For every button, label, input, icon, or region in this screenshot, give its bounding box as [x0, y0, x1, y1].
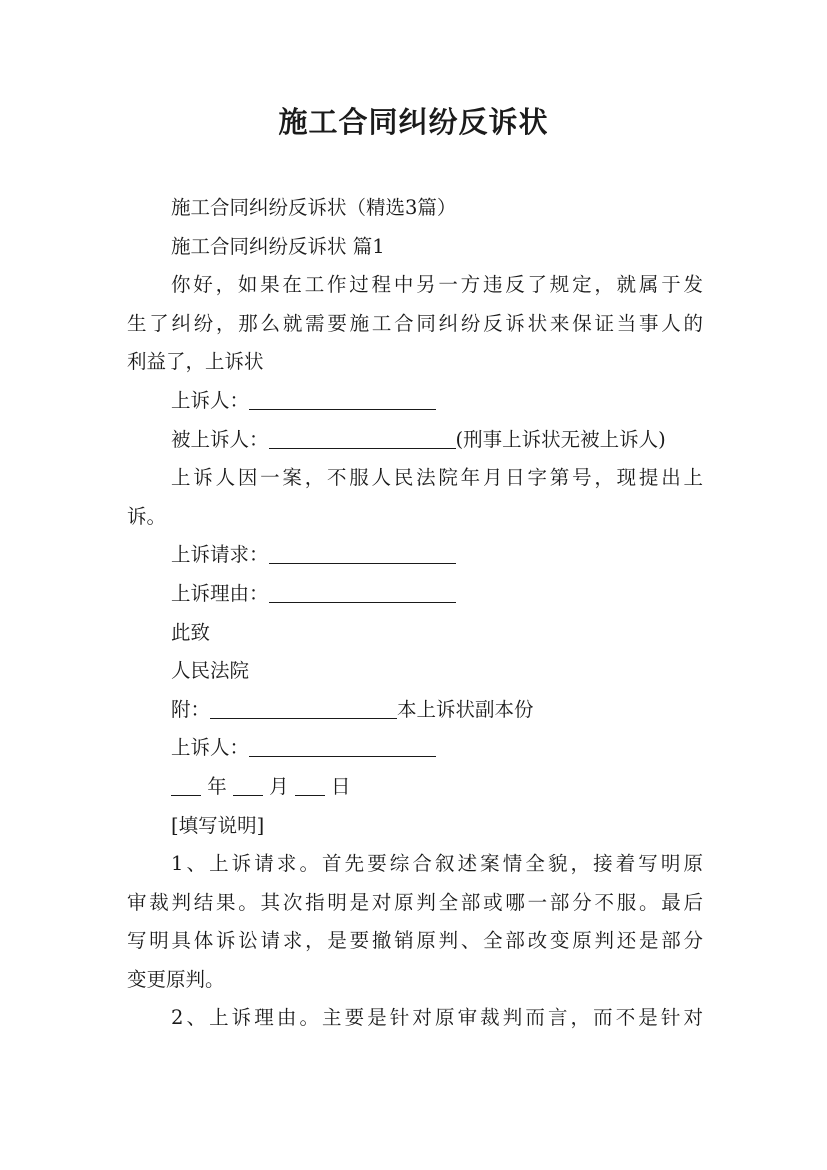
- appellee-blank: [269, 426, 456, 449]
- document-body: [127, 189, 703, 1038]
- signature-label: 上诉人：: [171, 736, 250, 760]
- case-line: 上诉人因一案，不服人民法院年月日字第号，现提出上: [171, 466, 703, 490]
- year-blank: [171, 773, 201, 796]
- attachment-blank: [210, 696, 397, 719]
- date-year: 年: [207, 774, 227, 798]
- appellee-note: (刑事上诉状无被上诉人): [455, 427, 666, 451]
- reason-label: 上诉理由：: [171, 581, 269, 605]
- attachment-field: [127, 691, 703, 730]
- appellee-field: [127, 421, 703, 460]
- attachment-note: 本上诉状副本份: [397, 697, 534, 721]
- subtitle: 施工合同纠纷反诉状（精选3篇）: [171, 196, 457, 219]
- reason-blank: [269, 580, 456, 603]
- instruction-line: 1、上诉请求。首先要综合叙述案情全貌，接着写明原: [171, 852, 703, 876]
- day-blank: [295, 773, 325, 796]
- appellant-blank: [249, 387, 436, 410]
- intro-line: 利益了，上诉状: [127, 350, 264, 374]
- instruction-line: 变更原判。: [127, 967, 225, 991]
- instructions-heading: [填写说明]: [171, 813, 265, 837]
- case-line: 诉。: [127, 504, 167, 528]
- court-name: 人民法院: [171, 659, 250, 683]
- date-month: 月: [269, 774, 289, 798]
- instruction-line: 审裁判结果。其次指明是对原判全部或哪一部分不服。最后: [127, 890, 703, 914]
- month-blank: [233, 773, 263, 796]
- request-label: 上诉请求：: [171, 543, 269, 567]
- intro-line: 生了纠纷，那么就需要施工合同纠纷反诉状来保证当事人的: [127, 311, 703, 335]
- date-field: [127, 768, 703, 807]
- section-heading: 施工合同纠纷反诉状 篇1: [171, 234, 385, 258]
- appellee-label: 被上诉人：: [171, 427, 269, 451]
- salutation: 此致: [171, 620, 211, 644]
- attachment-label: 附：: [171, 697, 211, 721]
- appellant-field: [127, 382, 703, 421]
- signature-blank: [249, 734, 436, 757]
- instruction-line: 写明具体诉讼请求，是要撤销原判、全部改变原判还是部分: [127, 929, 703, 953]
- request-field: [127, 536, 703, 575]
- document-title: 施工合同纠纷反诉状: [278, 105, 549, 139]
- instruction-line: 2、上诉理由。主要是针对原审裁判而言，而不是针对: [171, 1006, 703, 1030]
- request-blank: [269, 541, 456, 564]
- date-day: 日: [331, 774, 351, 798]
- appellant-label: 上诉人：: [171, 388, 250, 412]
- intro-line: 你好，如果在工作过程中另一方违反了规定，就属于发: [171, 273, 703, 297]
- reason-field: [127, 575, 703, 614]
- signature-field: [127, 729, 703, 768]
